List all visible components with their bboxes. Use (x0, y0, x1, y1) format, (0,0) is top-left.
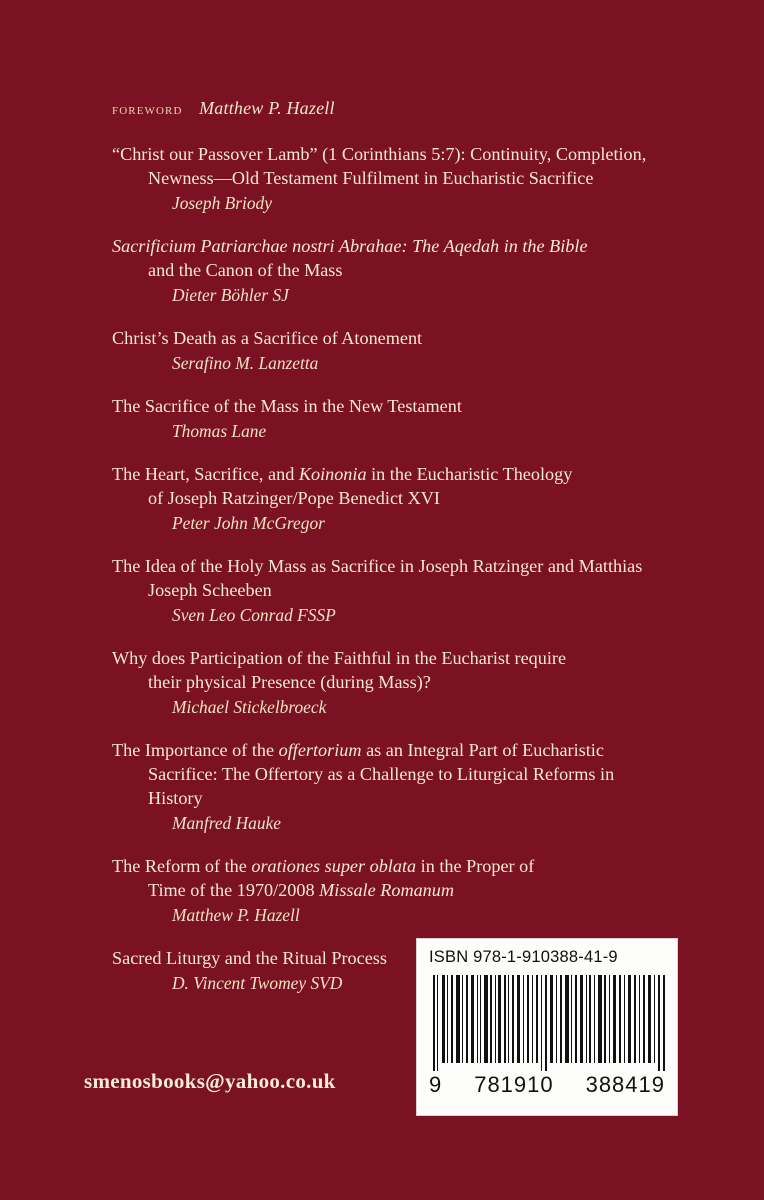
toc-entry-author: Sven Leo Conrad FSSP (172, 605, 336, 626)
toc-entry-title (76, 462, 672, 510)
toc-entry (112, 462, 672, 535)
toc-entry-title-line: Sacred Liturgy and the Ritual Process (112, 948, 387, 969)
isbn-number-text: ISBN 978-1-910388-41-9 (429, 948, 618, 966)
toc-entry-title-line: Time of the 1970/2008 Missale Romanum (148, 880, 454, 901)
toc-entry (112, 142, 672, 215)
toc-entry-title (76, 738, 672, 811)
toc-entry-title-line: Sacrificium Patriarchae nostri Abrahae: The Aqedah in the Bible (112, 236, 588, 257)
publisher-email: smenosbooks@yahoo.co.uk (84, 1069, 336, 1093)
toc-entry-title (76, 142, 672, 190)
toc-entry-author: Serafino M. Lanzetta (172, 353, 319, 374)
foreword-label: foreword (112, 101, 183, 118)
toc-entry (112, 234, 672, 307)
toc-entry-author: Dieter Böhler SJ (172, 285, 289, 306)
toc-entry-title-line: Joseph Scheeben (148, 579, 272, 600)
toc-entry-title-line: The Heart, Sacrifice, and Koinonia in the Eucharistic Theology (112, 463, 573, 484)
toc-entry-title-line: The Idea of the Holy Mass as Sacrifice in Joseph Ratzinger and Matthias (112, 555, 643, 576)
toc-entry-title (76, 554, 672, 602)
table-of-contents (112, 98, 672, 1014)
toc-entry-title-line: and the Canon of the Mass (148, 260, 343, 281)
toc-entry-title-line: their physical Presence (during Mass)? (148, 671, 431, 692)
toc-entry (112, 554, 672, 627)
barcode-digit-group-left: 9 (429, 1072, 443, 1097)
toc-entry (112, 854, 672, 927)
toc-entry-title-line: The Importance of the offertorium as an Integral Part of Eucharistic (112, 739, 604, 760)
toc-entry-title (76, 394, 672, 418)
foreword-row (112, 98, 672, 119)
toc-entry-author: Thomas Lane (172, 421, 267, 442)
barcode-digits (429, 1072, 667, 1098)
barcode-digit-group-middle: 781910 (474, 1072, 554, 1097)
barcode (429, 975, 667, 1071)
toc-entry-author: D. Vincent Twomey SVD (172, 973, 343, 994)
toc-entry-title-line: Sacrifice: The Offertory as a Challenge to Liturgical Reforms in (148, 764, 615, 785)
toc-entry-title (76, 234, 672, 282)
isbn-barcode-block (416, 938, 678, 1116)
toc-entry-title-line: The Sacrifice of the Mass in the New Testament (112, 395, 462, 416)
toc-entry-author: Joseph Briody (172, 193, 272, 214)
toc-entry (112, 326, 672, 375)
toc-entry-author: Matthew P. Hazell (172, 905, 300, 926)
toc-entry-title-line: Why does Participation of the Faithful in the Eucharist require (112, 647, 567, 668)
toc-entry-author: Peter John McGregor (172, 513, 325, 534)
toc-entry-title-line: History (148, 788, 203, 809)
barcode-svg (429, 975, 667, 1071)
toc-entry (112, 394, 672, 443)
toc-entry-title (76, 326, 672, 350)
toc-entry (112, 738, 672, 835)
barcode-digit-group-right: 388419 (585, 1072, 665, 1097)
toc-entry-title (76, 646, 672, 694)
toc-entry-author: Michael Stickelbroeck (172, 697, 327, 718)
toc-entry-title-line: The Reform of the orationes super oblata in the Proper of (112, 856, 535, 877)
toc-entry-title (76, 854, 672, 902)
toc-entry-author: Manfred Hauke (172, 813, 281, 834)
foreword-author: Matthew P. Hazell (199, 98, 335, 118)
toc-entry-title-line: Christ’s Death as a Sacrifice of Atonement (112, 328, 423, 349)
toc-entry-title-line: “Christ our Passover Lamb” (1 Corinthians 5:7): Continuity, Completion, (112, 144, 647, 164)
toc-entry-title-line: Newness—Old Testament Fulfilment in Eucharistic Sacrifice (148, 168, 594, 189)
toc-entry-title-line: of Joseph Ratzinger/Pope Benedict XVI (148, 487, 440, 508)
toc-entry (112, 646, 672, 719)
